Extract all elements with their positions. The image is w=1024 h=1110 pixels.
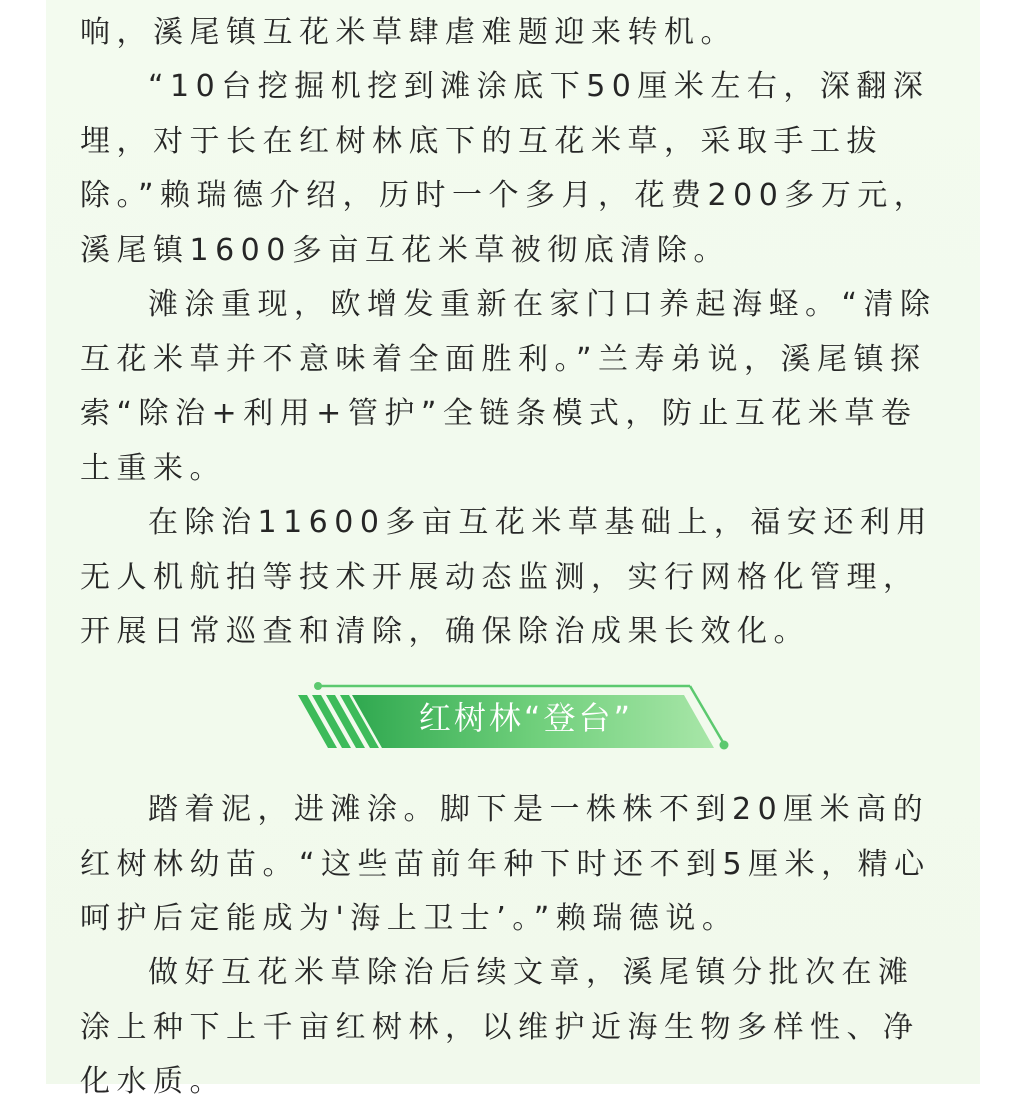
section-heading-banner — [296, 682, 732, 754]
article-paragraph-6: 做好互花米草除治后续文章，溪尾镇分批次在滩涂上种下上千亩红树林，以维护近海生物多样性、净化水质。 — [80, 955, 920, 1099]
article-paragraph-2: “10台挖掘机挖到滩涂底下50厘米左右，深翻深埋，对于长在红树林底下的互花米草，采取手工拔除。”赖瑞德介绍，历时一个多月，花费200多万元，溪尾镇1600多亩互花米草被彻底清除。 — [80, 69, 931, 268]
article-paragraph-3: 滩涂重现，欧增发重新在家门口养起海蛏。“清除互花米草并不意味着全面胜利。”兰寿弟说，溪尾镇探索“除治+利用+管护”全链条模式，防止互花米草卷土重来。 — [80, 287, 937, 486]
article-paragraph-4: 在除治11600多亩互花米草基础上，福安还利用无人机航拍等技术开展动态监测，实行网格化管理，开展日常巡查和清除，确保除治成果长效化。 — [80, 505, 933, 649]
article-paragraph-5: 踏着泥，进滩涂。脚下是一株株不到20厘米高的红树林幼苗。“这些苗前年种下时还不到5厘米，精心呵护后定能成为'海上卫士’。”赖瑞德说。 — [80, 792, 931, 936]
article-paragraph-1: 响，溪尾镇互花米草肆虐难题迎来转机。 — [80, 15, 737, 50]
section-heading-title: 红树林“登台” — [418, 699, 634, 737]
